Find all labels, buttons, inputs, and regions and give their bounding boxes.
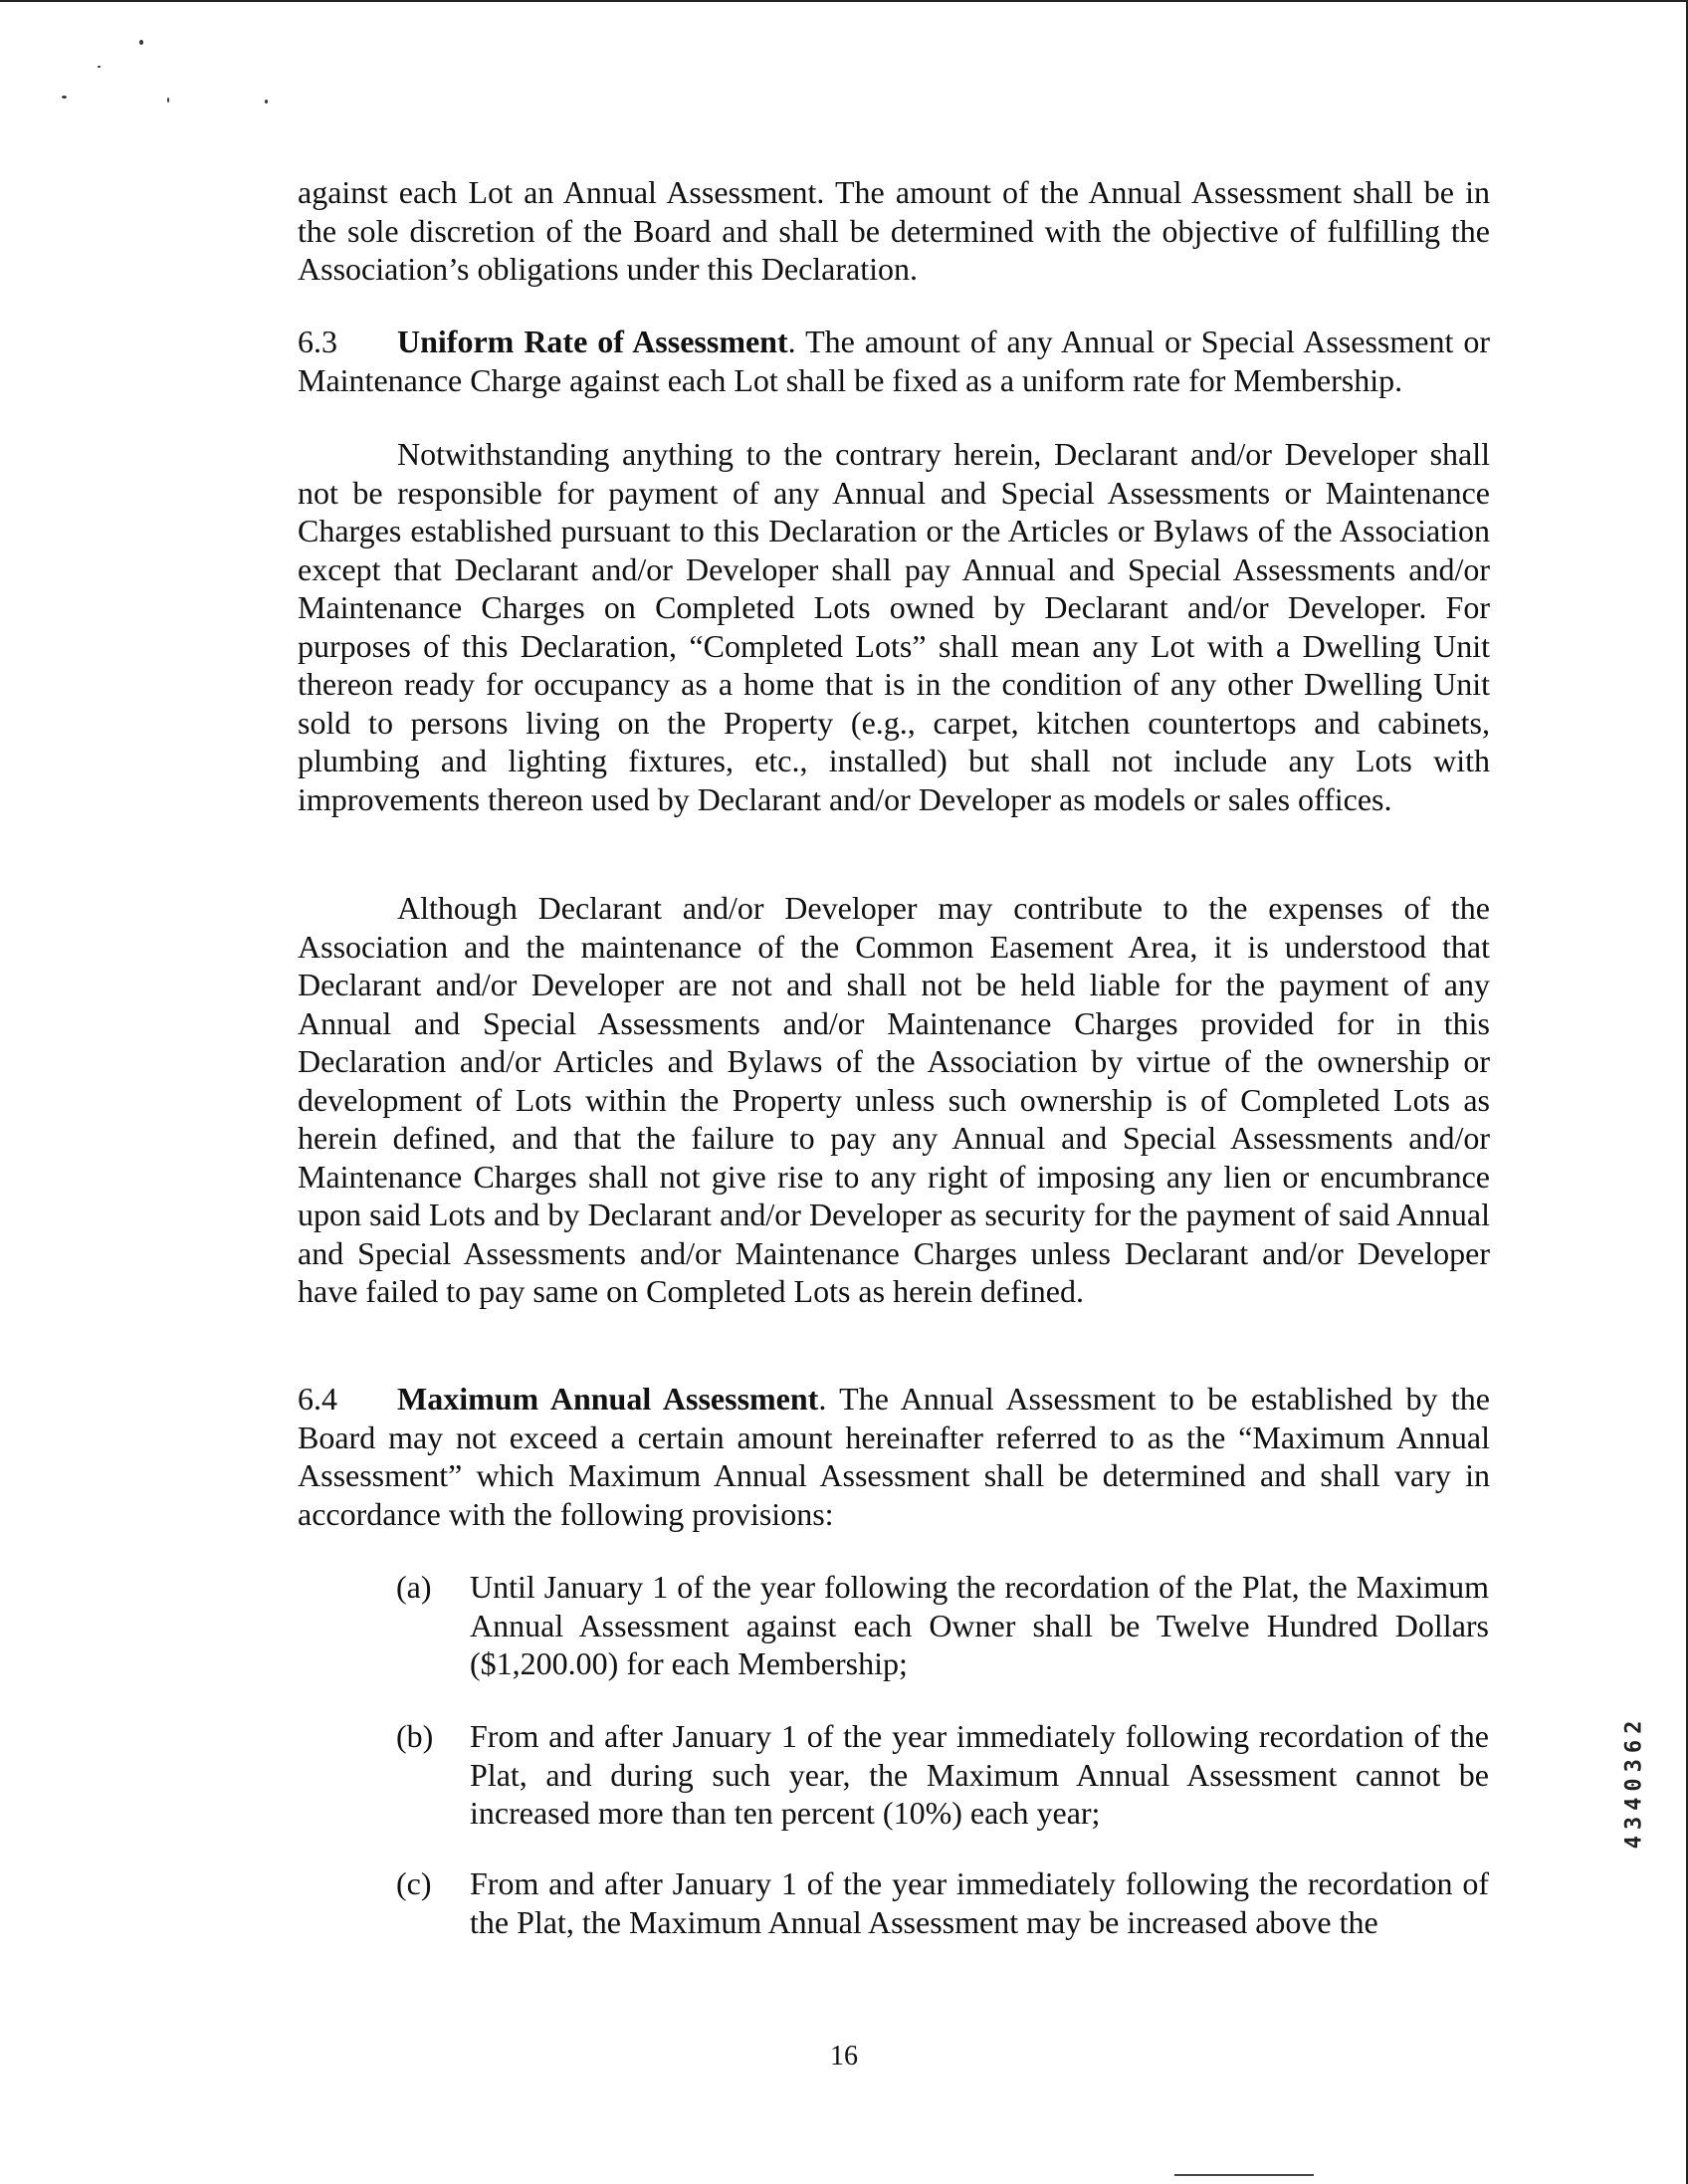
paragraph-notwithstanding-text: Notwithstanding anything to the contrary herein, Declarant and/or Developer shall not be responsible for payment of any Annual and Special Assessments or Maintenance Charges established pursuant to this Declaration or the Articles or Bylaws of the Association except that Declarant and/or Developer shall pay Annual and Special Assessments and/or Maintenance Charges on Completed Lots owned by Declarant and/or Developer. For purposes of this Declaration, “Completed Lots” shall mean any Lot with a Dwelling Unit thereon ready for occupancy as a home that is in the condition of any other Dwelling Unit sold to persons living on the Property (e.g., carpet, kitchen countertops and cabinets, plumbing and lighting fixtures, etc., installed) but shall not include any Lots with improvements thereon used by Declarant and/or Developer as models or sales offices.: [298, 436, 1490, 817]
section-6-3-text: . The amount of any Annual or Special Assessment or Maintenance Charge against each Lot shall be fixed as a uniform rate for Membership.: [298, 324, 1491, 398]
intro-paragraph-text: against each Lot an Annual Assessment. The amount of the Annual Assessment shall be in the sole discretion of the Board and shall be determined with the objective of fulfilling the Association’s obligations under this Declaration.: [298, 174, 1490, 287]
section-6-3: [298, 323, 1490, 399]
list-item-c-text: From and after January 1 of the year immediately following the recordation of the Plat, the Maximum Annual Assessment may be increased above the: [470, 1865, 1489, 1940]
list-item-b-marker: (b): [396, 1718, 434, 1754]
list-item-a-text: Until January 1 of the year following the recordation of the Plat, the Maximum Annual Assessment against each Owner shall be Twelve Hundred Dollars ($1,200.00) for each Membership;: [470, 1569, 1489, 1681]
list-item-a-marker: (a): [396, 1569, 432, 1605]
bates-stamp-text: 4340362: [1621, 1714, 1647, 1850]
page-edge-top: [0, 0, 1688, 2]
section-6-4: [298, 1380, 1490, 1533]
section-6-4-number: 6.4: [298, 1381, 337, 1417]
list-item-c-marker: (c): [396, 1865, 432, 1901]
intro-paragraph: [298, 173, 1490, 289]
section-6-3-title: Uniform Rate of Assessment: [397, 324, 788, 359]
paragraph-notwithstanding: [298, 435, 1490, 818]
list-item-b-text: From and after January 1 of the year immediately following recordation of the Plat, and during such year, the Maximum Annual Assessment cannot be increased more than ten percent (10%) each year;: [470, 1718, 1489, 1831]
page-number: 16: [830, 2041, 858, 2072]
paragraph-although-text: Although Declarant and/or Developer may contribute to the expenses of the Association and the maintenance of the Common Easement Area, it is understood that Declarant and/or Developer are not and shall not be held liable for the payment of any Annual and Special Assessments and/or Maintenance Charges provided for in this Declaration and/or Articles and Bylaws of the Association by virtue of the ownership or development of Lots within the Property unless such ownership is of Completed Lots as herein defined, and that the failure to pay any Annual and Special Assessments and/or Maintenance Charges shall not give rise to any right of imposing any lien or encumbrance upon said Lots and by Declarant and/or Developer as security for the payment of said Annual and Special Assessments and/or Maintenance Charges unless Declarant and/or Developer have failed to pay same on Completed Lots as herein defined.: [298, 890, 1490, 1309]
bottom-scan-rule: [1174, 2174, 1314, 2176]
section-6-4-text: . The Annual Assessment to be established by the Board may not exceed a certain amount hereinafter referred to as the “Maximum Annual Assessment” which Maximum Annual Assessment shall be determined and shall vary in accordance with the following provisions:: [298, 1381, 1491, 1532]
paragraph-although: [298, 889, 1490, 1311]
section-6-3-number: 6.3: [298, 324, 337, 359]
bates-stamp: [1614, 1652, 1654, 1911]
section-6-4-title: Maximum Annual Assessment: [397, 1381, 819, 1417]
